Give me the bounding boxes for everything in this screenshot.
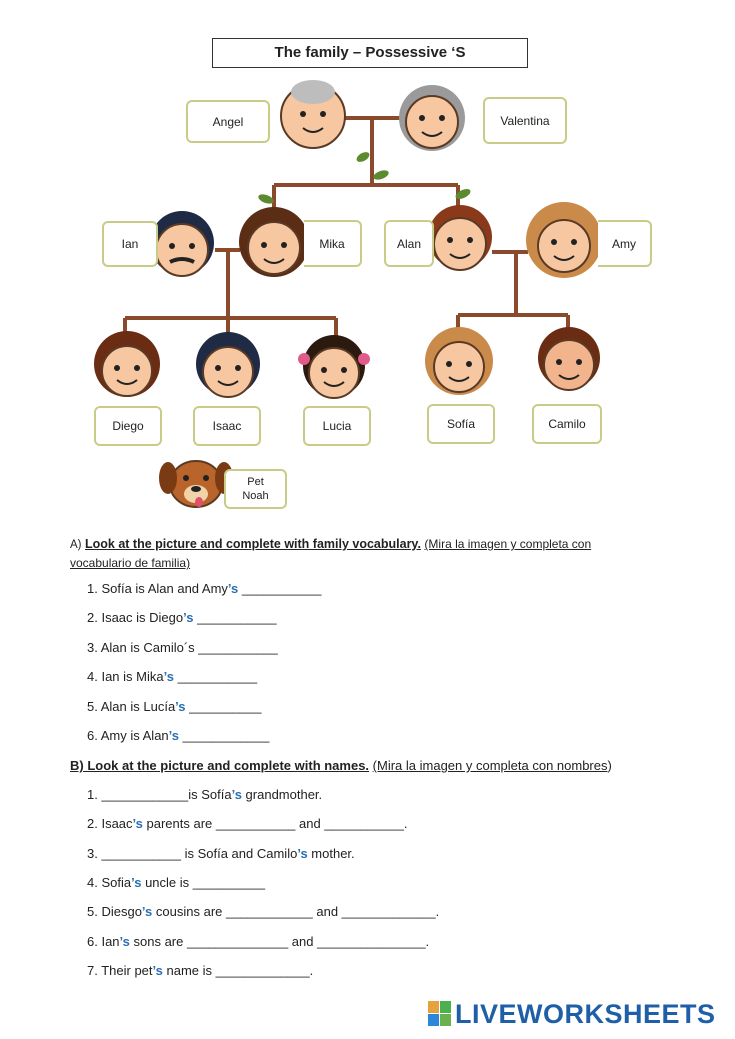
face-angel-icon (281, 80, 345, 148)
face-camilo-icon (538, 327, 600, 390)
question-b-4: 4. Sofia’s uncle is __________ (87, 875, 266, 890)
logo-text: LIVEWORKSHEETS (455, 998, 716, 1029)
question-a-6: 6. Amy is Alan’s ____________ (87, 728, 270, 743)
face-amy-icon (526, 202, 602, 278)
name-label-amy: Amy (598, 220, 652, 267)
section-b-header (70, 758, 690, 773)
section-a-note-2: vocabulario de familia) (70, 556, 191, 570)
section-b-note-close: ) (607, 758, 612, 773)
question-b-3: 3. ___________ is Sofía and Camilo’s mother. (87, 846, 355, 861)
question-b-5: 5. Diesgo’s cousins are ____________ and _____________. (87, 904, 440, 919)
section-a-note: (Mira la imagen y completa con (424, 537, 592, 551)
name-label-diego: Diego (94, 406, 162, 446)
name-label-camilo: Camilo (532, 404, 602, 444)
face-diego-icon (94, 331, 160, 397)
name-label-sofia: Sofía (427, 404, 495, 444)
face-isaac-icon (196, 332, 260, 397)
dog-noah-icon (159, 461, 233, 507)
name-label-ian: Ian (102, 221, 158, 267)
question-a-4: 4. Ian is Mika’s ___________ (87, 669, 258, 684)
name-label-angel: Angel (186, 100, 270, 143)
face-ian-icon (150, 211, 214, 276)
page-title: The family – Possessive ‘S (212, 38, 528, 68)
question-a-1: 1. Sofía is Alan and Amy’s ___________ (87, 581, 322, 596)
question-b-6: 6. Ian’s sons are ______________ and _______________. (87, 934, 430, 949)
face-lucia-icon (298, 335, 370, 398)
face-mika-icon (239, 207, 309, 277)
question-b-7: 7. Their pet’s name is _____________. (87, 963, 314, 978)
name-label-valentina: Valentina (483, 97, 567, 144)
pet-label: Pet (247, 476, 264, 488)
name-label-lucia: Lucia (303, 406, 371, 446)
name-label-alan: Alan (384, 220, 434, 267)
section-a-header (70, 535, 670, 572)
question-b-2: 2. Isaac’s parents are ___________ and ___________. (87, 816, 408, 831)
liveworksheets-logo (428, 998, 716, 1030)
section-b-note: (Mira la imagen y completa con nombres (372, 758, 608, 773)
tree-leaves (257, 150, 472, 205)
pet-name: Noah (242, 490, 269, 502)
logo-blocks-icon (428, 1001, 452, 1027)
section-a-letter: A) (70, 539, 82, 551)
question-a-5: 5. Alan is Lucía’s __________ (87, 699, 262, 714)
question-a-3: 3. Alan is Camilo´s ___________ (87, 640, 278, 655)
face-sofia-icon (425, 327, 493, 395)
face-valentina-icon (399, 85, 465, 151)
section-b-heading: B) Look at the picture and complete with names. (70, 758, 370, 773)
section-a-heading: Look at the picture and complete with family vocabulary. (84, 537, 421, 551)
name-label-mika: Mika (304, 220, 362, 267)
name-label-pet-noah (224, 469, 287, 509)
name-label-isaac: Isaac (193, 406, 261, 446)
question-a-2: 2. Isaac is Diego’s ___________ (87, 610, 277, 625)
question-b-1: 1. ____________is Sofía’s grandmother. (87, 787, 323, 802)
face-alan-icon (428, 205, 492, 270)
